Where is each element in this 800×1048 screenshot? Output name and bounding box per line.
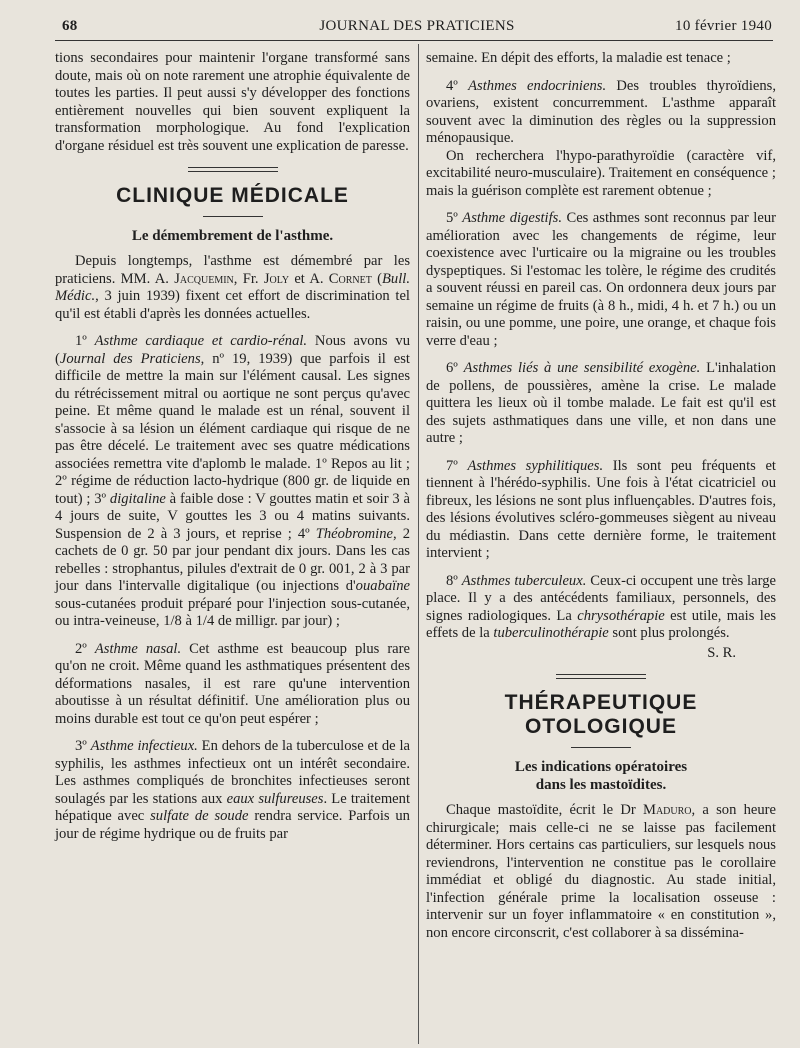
paragraph-infectious-asthma: 3º Asthme infectieux. En dehors de la tuberculose et de la syphilis, les asthmes infectieux ont un intérêt secondaire. Les asthmes compliqués de bronchites infectieuses seront soulagés par les stations aux eaux sulfureuses. Le traitement hépatique avec sulfate de soude rendra service. Parfois un jour de régime hydrique ou de fruits par — [55, 738, 411, 842]
journal-title: JOURNAL DES PRATICIENS — [319, 18, 515, 34]
paragraph-cardiac-asthma: 1º Asthme cardiaque et cardio-rénal. Nous avons vu (Journal des Praticiens, nº 19, 1939) que parfois il est difficile de mettre la main sur l'élément causal. Les signes du rétrécissement mitral ou aortique ne sont perçus qu'avec peine. Et même quand le malade est un rénal, souvent il s'associe à sa lésion un élément cardiaque qui risque de ne pas être décelé. Le traitement avec ses quatre médications associées remettra vite d'aplomb le malade. 1º Repos au lit ; 2º régime de réduction lacto-hydrique (800 gr. de liquide en tout) ; 3º digitaline à faible dose : V gouttes matin et soir 3 à 4 jours de suite, V gouttes les 3 ou 4 matins suivants. Suspension de 2 à 3 jours, et reprise ; 4º Théobromine, 2 cachets de 0 gr. 50 par jour pendant dix jours. Dans les cas rebelles : strophantus, pilules d'extrait de 0 gr. 001, 2 à 3 par jour dans l'intervalle digitalique (ou injections d'ouabaïne sous-cutanées produit préparé pour l'injection sous-cutanée, ou intra-veineuse, 1/8 à 1/4 de milligr. par jour) ; — [55, 333, 411, 629]
paragraph-nasal-asthma: 2º Asthme nasal. Cet asthme est beaucoup plus rare qu'on ne croit. Même quand les asthmatiques présentent des déformations nasales, il est rare qu'une intervention aboutisse à un résultat définitif. Une amélioration plus ou moins durable est tout ce qu'on peut espérer ; — [55, 640, 410, 727]
paragraph-exogenous-asthma: 6º Asthmes liés à une sensibilité exogène. L'inhalation de pollens, de poussières, amène la crise. Le malade quittera les lieux où il tombe malade. Le fait est qu'il est des sujets asthmatiques dans une ville, et non dans une autre ; — [426, 360, 776, 446]
paragraph-heading: Asthmes liés à une sensibilité exogène. — [463, 360, 701, 376]
author-name: Jacquemin — [174, 270, 234, 287]
right-column — [426, 50, 776, 942]
column-divider — [418, 44, 419, 1044]
left-column — [55, 50, 410, 843]
paragraph-heading: Asthme digestifs. — [462, 210, 562, 226]
paragraph-endocrine-asthma: 4º Asthmes endocriniens. Des troubles thyroïdiens, ovariens, existent concurremment. L'asthme apparaît souvent avec la diminution des règles ou la suppression ménopausique. — [426, 77, 776, 146]
issue-date: 10 février 1940 — [675, 18, 772, 34]
paragraph-heading: Asthmes tuberculeux. — [461, 572, 587, 589]
title-rule — [203, 216, 263, 217]
paragraph-heading: Asthme infectieux. — [90, 738, 198, 754]
paragraph-continued: semaine. En dépit des efforts, la maladie est tenace ; — [426, 50, 731, 66]
paragraph-heading: Asthme nasal. — [94, 640, 182, 657]
author-name: Maduro — [642, 802, 692, 818]
section-title: CLINIQUE MÉDICALE — [116, 184, 349, 207]
article-title: Le démembrement de l'asthme. — [131, 228, 334, 244]
intro-paragraph: tions secondaires pour maintenir l'organe transformé sans doute, mais où on note rarement une atrophie équivalente de toutes les parties. Il peut aussi s'y développer des fonctions entièrement nouvelles qui bien souvent expliquent la transformation morphologique. Au fond l'explication d'organe résiduel est très souvent une explication de paresse. — [55, 50, 410, 154]
paragraph-heading: Asthmes endocriniens. — [468, 77, 607, 94]
title-rule — [571, 747, 631, 748]
paragraph-tuberculous-asthma: 8º Asthmes tuberculeux. Ceux-ci occupent une très large place. Il y a des antécédents familiaux, personnels, des signes radiologiques. La chrysothérapie est utile, mais les effets de la tuberculinothérapie sont plus prolongés. — [426, 572, 776, 641]
signature: S. R. — [707, 644, 736, 661]
paragraph-digestive-asthma: 5º Asthme digestifs. Ces asthmes sont reconnus par leur amélioration avec les changements de régime, leur coexistence avec l'urticaire ou la migraine ou les troubles dyspeptiques. Si l'estomac les tolère, le régime des crudités a souvent réussi en pareil cas. On ordonnera deux jours par semaine un régime de fruits (à 8 h., midi, 4 h. et 7 h.) ou un raisin, ou une pomme, une poire, une orange, et chaque fois verre d'eau ; — [426, 210, 776, 349]
reference: Bull. Médic. — [55, 270, 410, 304]
paragraph-heading: Asthme cardiaque et cardio-rénal. — [94, 333, 308, 349]
paragraph-syphilitic-asthma: 7º Asthmes syphilitiques. Ils sont peu fréquents et tiennent à l'hérédo-syphilis. Une fois à l'état cicatriciel ou fibreux, les lésions ne sont plus influençables. D'autres fois, des lésions évolutives scléro-gommeuses siègent au niveau du médiastin. Dans cette dernière forme, le traitement intervient ; — [426, 457, 776, 561]
author-name: Cornet — [328, 270, 372, 287]
section-divider — [188, 167, 278, 172]
author-name: Joly — [263, 270, 290, 287]
paragraph-heading: Asthmes syphilitiques. — [467, 457, 604, 474]
paragraph-intro-asthma: Depuis longtemps, l'asthme est démembré par les praticiens. MM. A. Jacquemin, Fr. Joly et A. Cornet (Bull. Médic., 3 juin 1939) fixent cet effort de discrimination tel qu'il est établi d'après les données actuelles. — [55, 253, 410, 322]
section-title-otology: THÉRAPEUTIQUE OTOLOGIQUE — [504, 691, 698, 738]
article-title-mastoiditis: Les indications opératoires dans les mastoïdites. — [514, 759, 688, 793]
section-divider — [556, 674, 646, 679]
header-rule — [55, 40, 773, 41]
paragraph-parathyroid: On recherchera l'hypo-parathyroïdie (caractère vif, excitabilité neuro-musculaire). Traitement en conséquence ; mais la guérison complète est rarement obtenue ; — [426, 147, 776, 199]
paragraph-mastoiditis: Chaque mastoïdite, écrit le Dr Maduro, a son heure chirurgicale; mais celle-ci ne se laisse pas facilement déterminer. Hors certains cas particuliers, sur lesquels nous reviendrons, l'intervention ne constitue pas le corollaire immédiat et obligé du diagnostic. Au stade initial, l'infection générale prime la localisation osseuse : intervenir sur un foyer inflammatoire « en constitution », non encore circonscrit, c'est collaborer à sa dissémina- — [426, 802, 776, 941]
page-number: 68 — [62, 18, 78, 34]
page-header — [62, 18, 772, 38]
